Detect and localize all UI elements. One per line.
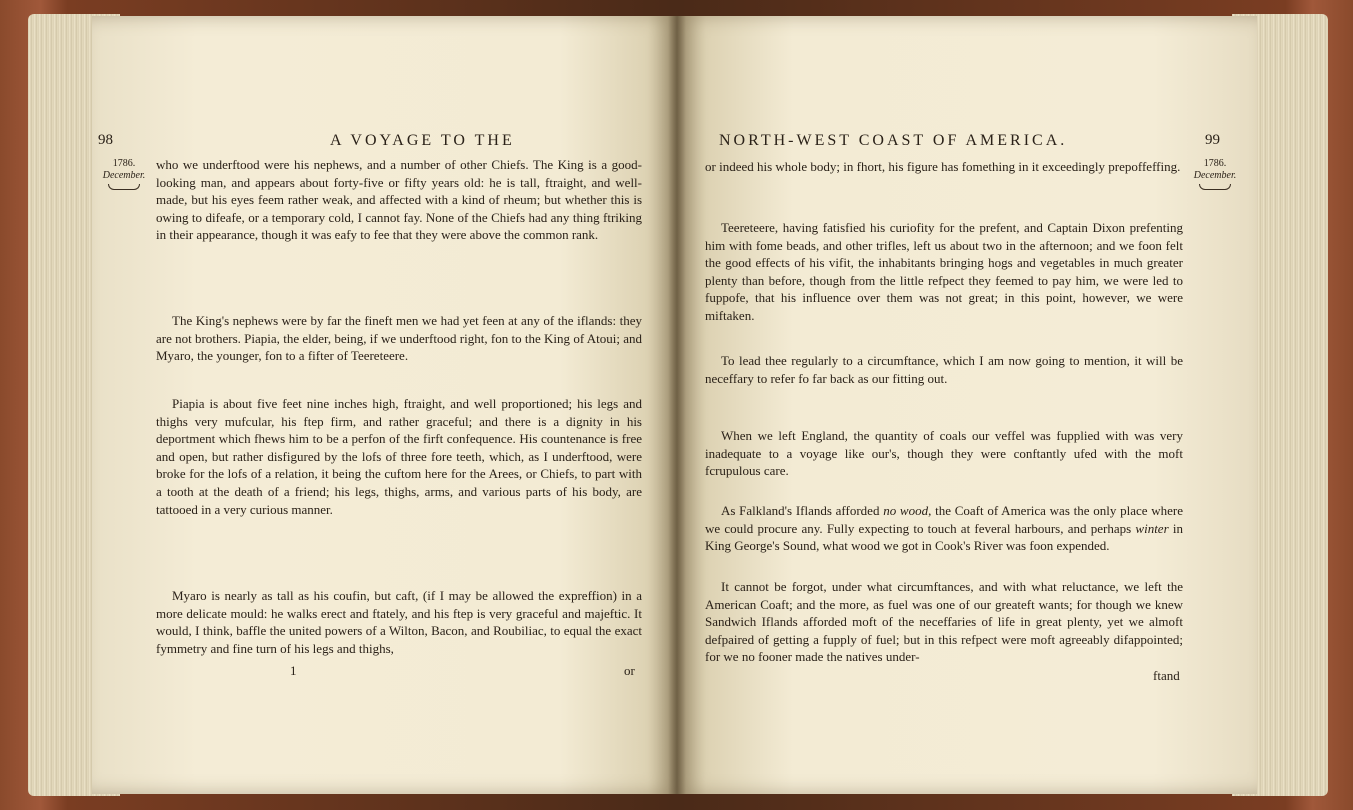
right-paragraph-5-part-3: in King George's Sound, what wood we got in Cook's River was foon expended. [705, 520, 1183, 554]
brace-icon [108, 184, 140, 190]
left-paragraph-4: Myaro is nearly as tall as his coufin, but caft, (if I may be allowed the expreffion) in a more delicate mould: he walks erect and ftately, and his ftep is very graceful and majeftic. It would, I think, baffle the united powers of a Wilton, Bacon, and Roubiliac, to equal the exact fymmetry and fine turn of his legs and thighs, [156, 588, 642, 656]
right-paragraph-3: To lead thee regularly to a circumftance, which I am now going to mention, it will be neceffary to refer fo far back as our fitting out. [705, 353, 1183, 386]
left-page-number: 98 [98, 132, 113, 148]
right-catchword: ftand [1153, 668, 1180, 683]
right-paragraph-5-part-1: As Falkland's Iflands afforded [721, 503, 884, 518]
right-paragraph-1: or indeed his whole body; in fhort, his figure has fomething in it exceedingly prepoffeffing. [705, 159, 1181, 174]
left-margin-year: 1786. [112, 158, 136, 169]
right-margin-date [1191, 158, 1239, 190]
left-margin-date [100, 158, 148, 190]
signature-mark: 1 [290, 663, 297, 678]
right-paragraph-5-part-2: , the Coaft of America was the only place where we could procure any. Fully expecting to touch at feveral harbours, and perhaps [705, 503, 1184, 536]
right-paragraph-4: When we left England, the quantity of coals our veffel was fupplied with was very inadequate to a voyage like our's, though they were conftantly ufed with the moft fcrupulous care. [705, 428, 1183, 479]
left-page [92, 16, 677, 794]
right-paragraph-5 [705, 502, 1183, 555]
book-gutter [668, 16, 686, 794]
right-paragraph-2: Teereteere, having fatisfied his curiofity for the prefent, and Captain Dixon prefenting him with fome beads, and other trifles, left us about two in the afternoon; and we foon felt the good effects of his vifit, the inhabitants bringing hogs and vegetables in much greater plenty than before, though from the little refpect they feemed to pay him, we were led to fuppofe, that his influence over them was not great; in this point, however, we were miftaken. [705, 220, 1183, 323]
right-paragraph-5-em-2: winter [1135, 520, 1169, 536]
right-paragraph-5-em-1: no wood [883, 503, 929, 518]
left-margin-month: December. [102, 170, 146, 181]
right-page-number: 99 [1205, 132, 1220, 148]
left-catchword: or [624, 663, 635, 678]
brace-icon [1199, 184, 1231, 190]
left-paragraph-3: Piapia is about five feet nine inches high, ftraight, and well proportioned; his legs and thighs very mufcular, his ftep firm, and rather graceful; and there is a dignity in his deportment which fhews him to be a perfon of the firft confequence. His countenance is free and open, but rather disfigured by the lofs of three fore teeth, which, as I underftood, were broke for the lofs of a relation, it being the cuftom here for the Arees, or Chiefs, to part with a tooth at the death of a friend; his legs, thighs, arms, and various parts of his body, are tattooed in a very curious manner. [156, 396, 642, 517]
left-paragraph-1: who we underftood were his nephews, and a number of other Chiefs. The King is a good-looking man, and appears about forty-five or fifty years old: he is tall, ftraight, and well-made, but his eyes feem rather weak, and affected with a kind of rheum; but whether this is owing to difeafe, or a temporary cold, I cannot fay. None of the Chiefs had any thing ftriking in their appearance, though it was eafy to fee that they were above the common rank. [156, 157, 642, 243]
left-paragraph-2: The King's nephews were by far the fineft men we had yet feen at any of the iflands: they are not brothers. Piapia, the elder, being, if we underftood right, fon to the King of Atoui; and Myaro, the younger, fon to a fifter of Teereteere. [156, 313, 642, 364]
right-margin-month: December. [1193, 170, 1237, 181]
right-page [677, 16, 1257, 794]
left-running-head: A VOYAGE TO THE [330, 132, 515, 149]
right-running-head: NORTH-WEST COAST OF AMERICA. [719, 132, 1068, 149]
right-paragraph-6: It cannot be forgot, under what circumftances, and with what reluctance, we left the American Coaft; and the more, as fuel was one of our greateft wants; for though we knew Sandwich Iflands afforded moft of the neceffaries of life in great plenty, yet we almoft defpaired of getting a fupply of fuel; but in this refpect were moft agreeably difappointed; for we no fooner made the natives under- [705, 579, 1183, 665]
right-margin-year: 1786. [1203, 158, 1227, 169]
